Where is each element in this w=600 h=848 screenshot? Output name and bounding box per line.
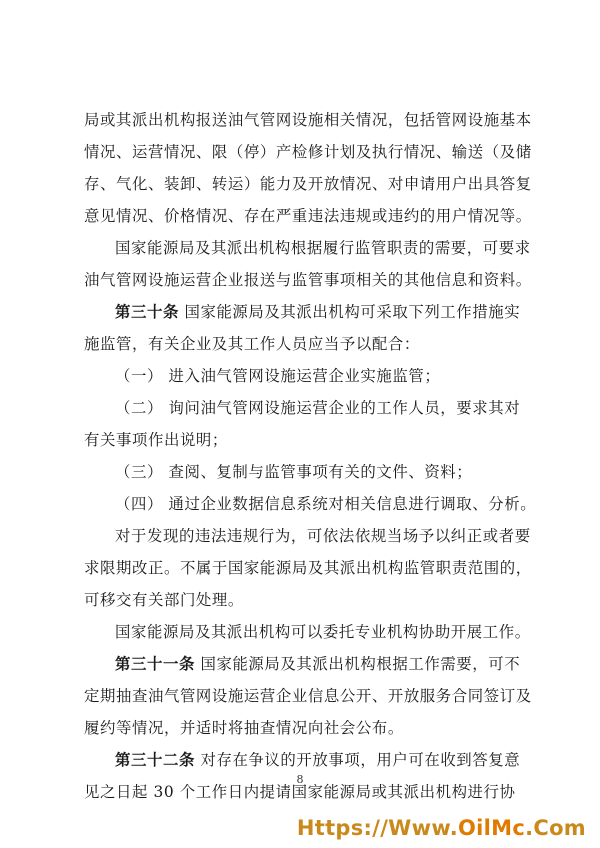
paragraph xyxy=(84,360,524,392)
line-text: 可移交有关部门处理。 xyxy=(84,591,244,609)
text-line xyxy=(84,296,524,328)
line-text: 国家能源局及其派出机构根据履行监管职责的需要，可要求 xyxy=(115,239,531,257)
paragraph xyxy=(84,520,532,616)
line-text: 求限期改正。不属于国家能源局及其派出机构监管职责范围的， xyxy=(84,559,532,577)
line-text: 局或其派出机构报送油气管网设施相关情况，包括管网设施基本 xyxy=(84,111,532,129)
text-line xyxy=(84,232,531,264)
line-text: 国家能源局及其派出机构根据工作需要，可不 xyxy=(194,655,521,673)
line-text: （四） 通过企业数据信息系统对相关信息进行调取、分析。 xyxy=(115,495,537,513)
line-text: 情况、运营情况、限（停）产检修计划及执行情况、输送（及储 xyxy=(84,143,532,161)
watermark-prefix: Https://Www. xyxy=(296,816,458,840)
text-line xyxy=(84,104,532,136)
line-text: 履约等情况，并适时将抽查情况向社会公布。 xyxy=(84,719,404,737)
line-text: （三） 查阅、复制与监管事项有关的文件、资料； xyxy=(115,463,473,481)
text-line xyxy=(84,712,524,744)
text-line xyxy=(84,680,532,712)
paragraph xyxy=(84,456,524,488)
line-text: 对于发现的违法违规行为，可依法依规当场予以纠正或者要 xyxy=(115,527,531,545)
line-text: 对存在争议的开放事项，用户可在收到答复意 xyxy=(194,751,521,769)
paragraph xyxy=(84,648,532,744)
line-text: （二） 询问油气管网设施运营企业的工作人员，要求其对 xyxy=(115,399,521,417)
text-line xyxy=(84,456,524,488)
text-line xyxy=(84,488,537,520)
watermark-suffix: .Com xyxy=(525,816,586,840)
line-text: 国家能源局及其派出机构可以委托专业机构协助开展工作。 xyxy=(115,623,531,641)
line-text: 国家能源局及其派出机构可采取下列工作措施实 xyxy=(178,303,521,321)
text-line xyxy=(84,136,532,168)
line-text: 油气管网设施运营企业报送与监管事项相关的其他信息和资料。 xyxy=(84,271,532,289)
article-heading: 第三十一条 xyxy=(115,655,195,673)
watermark xyxy=(297,816,586,840)
line-text: 见之日起 30 个工作日内提请国家能源局或其派出机构进行协 xyxy=(84,783,516,801)
paragraph xyxy=(84,296,524,360)
text-line xyxy=(84,520,531,552)
line-text: 有关事项作出说明； xyxy=(84,431,228,449)
paragraph xyxy=(84,488,537,520)
line-text: 意见情况、价格情况、存在严重违法违规或违约的用户情况等。 xyxy=(84,207,532,225)
text-line xyxy=(84,648,524,680)
text-line xyxy=(84,168,532,200)
line-text: （一） 进入油气管网设施运营企业实施监管； xyxy=(115,367,441,385)
text-line xyxy=(84,552,532,584)
line-text: 存、气化、装卸、转运）能力及开放情况、对申请用户出具答复 xyxy=(84,175,532,193)
article-heading: 第三十条 xyxy=(115,303,179,321)
text-line xyxy=(84,360,524,392)
paragraph xyxy=(84,104,532,232)
watermark-brand: OilMc xyxy=(457,816,526,840)
line-text: 定期抽查油气管网设施运营企业信息公开、开放服务合同签订及 xyxy=(84,687,532,705)
text-line xyxy=(84,200,532,232)
text-line xyxy=(84,328,524,360)
text-line xyxy=(84,584,524,616)
page-number: 8 xyxy=(296,773,304,786)
body-text xyxy=(84,104,537,808)
line-text: 施监管，有关企业及其工作人员应当予以配合： xyxy=(84,335,420,353)
text-line xyxy=(84,616,531,648)
paragraph xyxy=(84,232,532,296)
text-line xyxy=(84,424,524,456)
paragraph xyxy=(84,616,531,648)
article-heading: 第三十二条 xyxy=(115,751,195,769)
text-line xyxy=(84,264,532,296)
text-line xyxy=(84,744,524,776)
text-line xyxy=(84,392,524,424)
paragraph xyxy=(84,392,524,456)
